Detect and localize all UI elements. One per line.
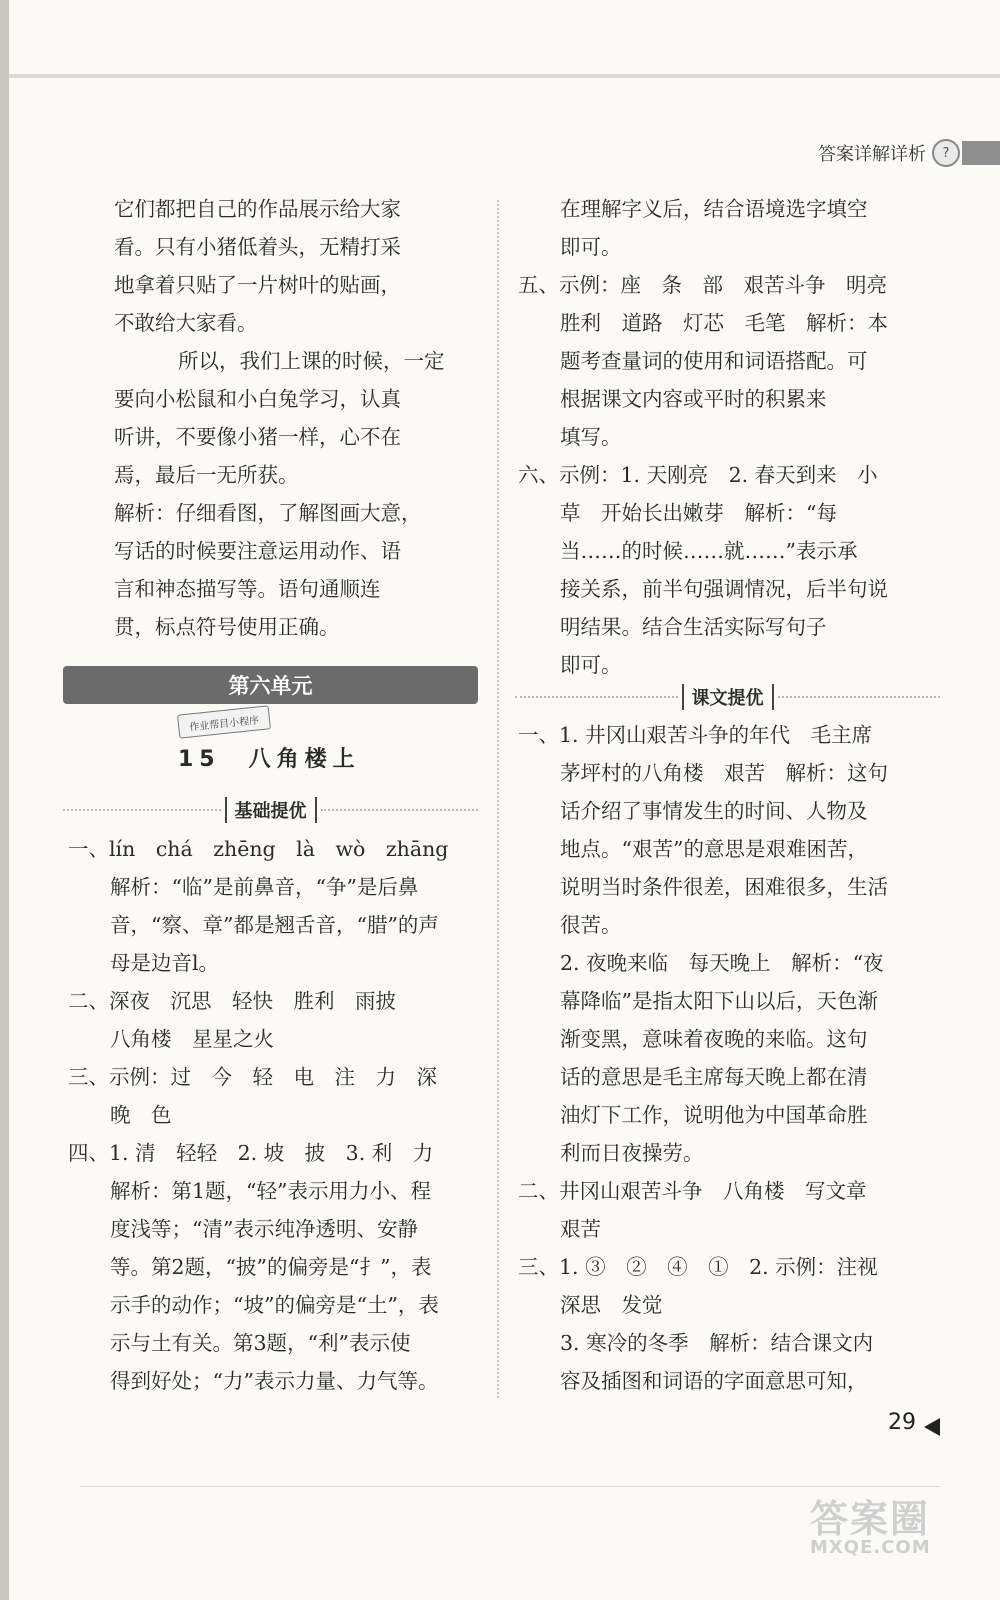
page-number: 29 <box>888 1410 916 1435</box>
watermark-url: MXQE.COM <box>810 1537 931 1558</box>
answer-line: 等。第2题，“披”的偏旁是“扌”，表 <box>110 1255 432 1279</box>
right-column <box>518 190 938 684</box>
answer-line: 艰苦 <box>560 1217 601 1241</box>
answer-line: 二、井冈山艰苦斗争 八角楼 写文章 <box>518 1179 867 1203</box>
right-answers <box>518 716 938 1400</box>
answer-line: 地点。“艰苦”的意思是艰难困苦， <box>560 837 868 861</box>
answer-line: 填写。 <box>560 425 622 449</box>
answer-line: 母是边音l。 <box>110 951 220 975</box>
running-header <box>818 138 1000 168</box>
answer-line: 四、1. 清 轻轻 2. 坡 披 3. 利 力 <box>68 1141 434 1165</box>
answer-line: 三、示例：过 今 轻 电 注 力 深 <box>68 1065 437 1089</box>
answer-line: 二、深夜 沉思 轻快 胜利 雨披 <box>68 989 396 1013</box>
story-line: 看。只有小猪低着头，无精打采 <box>114 235 401 259</box>
story-line: 不敢给大家看。 <box>114 311 258 335</box>
section-tag-text <box>515 684 940 710</box>
answer-line: 茅坪村的八角楼 艰苦 解析：这句 <box>560 761 888 785</box>
answer-line: 八角楼 星星之火 <box>110 1027 274 1051</box>
answer-line: 幕降临”是指太阳下山以后，天色渐 <box>560 989 878 1013</box>
answer-line: 即可。 <box>560 235 622 259</box>
answer-line: 示手的动作；“坡”的偏旁是“土”，表 <box>110 1293 439 1317</box>
answer-line: 当……的时候……就……”表示承 <box>560 539 858 563</box>
lesson-title: 15 八角楼上 <box>178 747 361 772</box>
answer-line: 一、lín chá zhēng là wò zhāng <box>68 837 449 861</box>
answer-line: 示与土有关。第3题，“利”表示使 <box>110 1331 411 1355</box>
answer-line: 得到好处；“力”表示力量、力气等。 <box>110 1369 439 1393</box>
bottom-rule <box>80 1486 940 1487</box>
watermark-text: 答案圈 <box>810 1497 931 1541</box>
answer-line: 渐变黑，意味着夜晚的来临。这句 <box>560 1027 868 1051</box>
column-divider <box>497 200 499 1398</box>
answer-line: 音，“察、章”都是翘舌音，“腊”的声 <box>110 913 439 937</box>
analysis-line: 贯，标点符号使用正确。 <box>114 615 340 639</box>
story-line: 地拿着只贴了一片树叶的贴画， <box>114 273 401 297</box>
story-line: 焉，最后一无所获。 <box>114 463 299 487</box>
section-label: 课文提优 <box>682 684 774 710</box>
answer-line: 晚 色 <box>110 1103 172 1127</box>
answer-line: 接关系，前半句强调情况，后半句说 <box>560 577 888 601</box>
section-tag-basic <box>63 797 478 823</box>
answer-line: 一、1. 井冈山艰苦斗争的年代 毛主席 <box>518 723 873 747</box>
answer-line: 三、1. ③ ② ④ ① 2. 示例：注视 <box>518 1255 878 1279</box>
answer-line: 利而日夜操劳。 <box>560 1141 704 1165</box>
header-emblem-icon: ? <box>932 139 960 167</box>
story-line: 要向小松鼠和小白兔学习，认真 <box>114 387 401 411</box>
analysis-line: 言和神态描写等。语句通顺连 <box>114 577 381 601</box>
answer-line: 度浅等；“清”表示纯净透明、安静 <box>110 1217 418 1241</box>
answer-line: 即可。 <box>560 653 622 677</box>
header-title: 答案详解详析 <box>818 144 926 165</box>
answer-line: 容及插图和词语的字面意思可知， <box>560 1369 868 1393</box>
answer-line: 根据课文内容或平时的积累来 <box>560 387 827 411</box>
left-answers <box>68 830 478 1400</box>
answer-line: 题考查量词的使用和词语搭配。可 <box>560 349 868 373</box>
header-bar <box>962 141 1000 165</box>
watermark-logo <box>810 1488 990 1568</box>
unit-banner: 第六单元 <box>63 666 478 704</box>
stamp-logo: 作业帮目小程序 <box>177 705 271 738</box>
answer-line: 油灯下工作，说明他为中国革命胜 <box>560 1103 868 1127</box>
left-column <box>68 190 478 646</box>
answer-line: 很苦。 <box>560 913 622 937</box>
answer-line: 胜利 道路 灯芯 毛笔 解析：本 <box>560 311 888 335</box>
answer-line: 草 开始长出嫩芽 解析：“每 <box>560 501 837 525</box>
answer-line: 说明当时条件很差，困难很多，生活 <box>560 875 888 899</box>
page-arrow-icon <box>924 1418 940 1436</box>
left-border <box>0 0 9 1600</box>
top-band <box>9 74 1000 78</box>
answer-line: 六、示例：1. 天刚亮 2. 春天到来 小 <box>518 463 878 487</box>
story-line: 它们都把自己的作品展示给大家 <box>114 197 401 221</box>
analysis-line: 解析：仔细看图，了解图画大意， <box>114 501 422 525</box>
answer-line: 五、示例：座 条 部 艰苦斗争 明亮 <box>518 273 887 297</box>
analysis-line: 写话的时候要注意运用动作、语 <box>114 539 401 563</box>
answer-line: 解析：“临”是前鼻音，“争”是后鼻 <box>110 875 419 899</box>
answer-line: 话的意思是毛主席每天晚上都在清 <box>560 1065 868 1089</box>
section-label: 基础提优 <box>225 797 317 823</box>
answer-line: 在理解字义后，结合语境选字填空 <box>560 197 868 221</box>
story-line: 所以，我们上课的时候，一定 <box>178 349 445 373</box>
answer-line: 明结果。结合生活实际写句子 <box>560 615 827 639</box>
answer-line: 深思 发觉 <box>560 1293 663 1317</box>
story-line: 听讲，不要像小猪一样，心不在 <box>114 425 401 449</box>
answer-line: 话介绍了事情发生的时间、人物及 <box>560 799 868 823</box>
answer-line: 2. 夜晚来临 每天晚上 解析：“夜 <box>560 951 884 975</box>
answer-line: 解析：第1题，“轻”表示用力小、程 <box>110 1179 432 1203</box>
answer-line: 3. 寒冷的冬季 解析：结合课文内 <box>560 1331 874 1355</box>
